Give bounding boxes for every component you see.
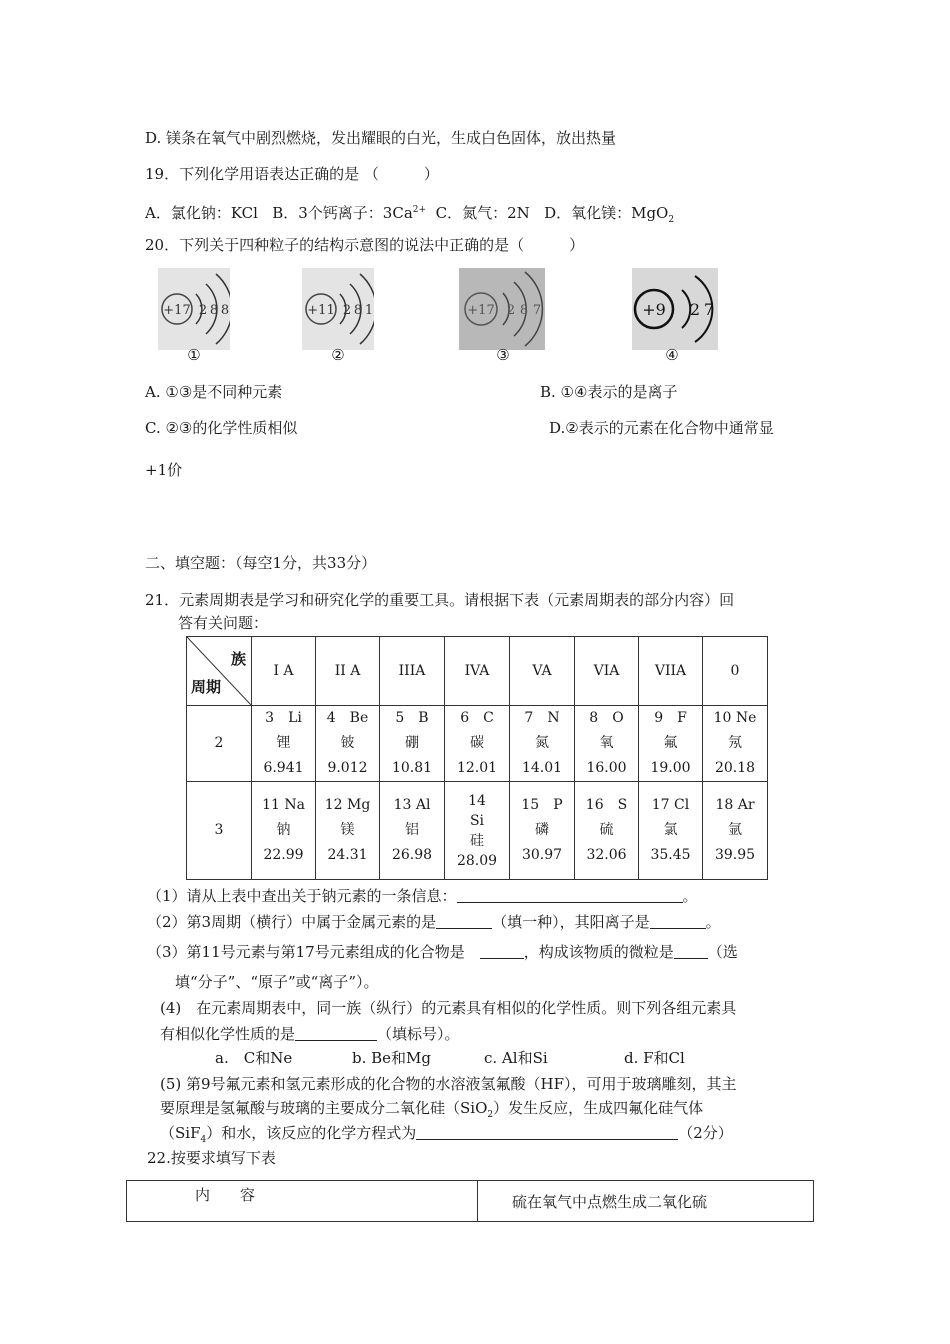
atom-diagram-3 [459,268,545,350]
element-cell: 12 Mg 镁 24.31 [316,782,380,880]
element-cell: 15 P 磷 30.97 [510,782,575,880]
q22-stem: 22.按要求填写下表 [147,1149,276,1167]
q20-stem: 20．下列关于四种粒子的结构示意图的说法中正确的是（ ） [145,236,585,254]
svg-text:+9: +9 [642,300,666,319]
q21-sub1: （1）请从上表中查出关于钠元素的一条信息： 。 [147,887,698,905]
svg-text:7: 7 [703,300,715,319]
element-cell: 18 Ar 氩 39.95 [703,782,768,880]
answer-blank[interactable] [436,914,492,929]
svg-text:8: 8 [353,303,363,318]
svg-text:2: 2 [198,303,208,318]
svg-text:8: 8 [220,303,230,318]
q21-sub4-opt-b: b. Be和Mg [352,1049,431,1067]
q21-sub4-opt-d: d. F和Cl [624,1049,685,1067]
section2-title: 二、填空题：（每空1分，共33分） [145,554,377,572]
q19-option-c: C．氮气：2N [435,204,530,222]
answer-blank[interactable] [295,1026,377,1041]
svg-text:8: 8 [209,303,219,318]
group-header: IVA [445,637,510,706]
svg-text:8: 8 [519,303,529,318]
q20-option-d-cont: +1价 [145,461,183,479]
element-cell: 17 Cl 氯 35.45 [639,782,703,880]
svg-text:2: 2 [506,303,516,318]
group-header: VA [510,637,575,706]
svg-text:+17: +17 [163,303,191,318]
atom-label-1: ① [187,346,201,364]
q20-option-b: B. ①④表示的是离子 [540,383,678,401]
q21-sub3-line2: 填“分子”、“原子”或“离子”）。 [175,973,379,991]
answer-blank[interactable] [416,1125,678,1140]
element-cell: 10 Ne 氖 20.18 [703,706,768,782]
q22-cell-reaction: 硫在氧气中点燃生成二氧化硫 [478,1181,814,1222]
atom-label-4: ④ [665,346,679,364]
q20-option-a: A. ①③是不同种元素 [145,383,283,401]
q21-stem-line1: 21．元素周期表是学习和研究化学的重要工具。请根据下表（元素周期表的部分内容）回 [145,591,735,609]
q20-option-d: D.②表示的元素在化合物中通常显 [549,419,774,437]
element-cell: 6 C 碳 12.01 [445,706,510,782]
svg-text:1: 1 [364,303,374,318]
group-header: IIIA [380,637,445,706]
q19-options [145,200,674,230]
atom-label-3: ③ [496,346,510,364]
element-cell: 13 Al 铝 26.98 [380,782,445,880]
q19-option-b: B．3个钙离子：$3Ca^{2+}$ [272,204,427,222]
atom-diagram-1 [158,268,230,350]
atom-diagram-4 [632,268,718,350]
group-header: 0 [703,637,768,706]
q21-sub5-line1: (5) 第9号氟元素和氢元素形成的化合物的水溶液氢氟酸（HF），可用于玻璃雕刻，其主 [160,1075,737,1093]
group-header: VIIA [639,637,703,706]
q22-table [126,1180,814,1222]
group-header: I A [252,637,316,706]
svg-text:+17: +17 [467,303,495,318]
q21-sub2: （2）第3周期（横行）中属于金属元素的是 （填一种），其阳离子是 。 [147,913,721,931]
q21-sub4-opt-a: a. C和Ne [215,1049,293,1067]
q20-option-c: C. ②③的化学性质相似 [145,419,298,437]
element-cell: 5 B 硼 10.81 [380,706,445,782]
table-corner [187,637,252,706]
period-label: 3 [187,782,252,880]
answer-blank[interactable] [457,888,683,903]
table-row [127,1181,814,1222]
answer-blank[interactable] [650,914,706,929]
svg-text:7: 7 [532,303,542,318]
q21-sub4-line1: (4) 在元素周期表中，同一族（纵行）的元素具有相似的化学性质。则下列各组元素具 [160,999,737,1017]
element-cell: 11 Na 钠 22.99 [252,782,316,880]
table-row [187,782,768,880]
table-row [187,706,768,782]
period-label: 2 [187,706,252,782]
atom-label-2: ② [331,346,345,364]
element-cell: 14 Si 硅 28.09 [445,782,510,880]
q21-stem-line2: 答有关问题： [178,614,269,632]
q21-sub5-line2: 要原理是氢氟酸与玻璃的主要成分二氧化硅（SiO$_2$）发生反应，生成四氟化硅气体 [160,1099,704,1120]
element-cell: 16 S 硫 32.06 [575,782,639,880]
element-cell: 4 Be 铍 9.012 [316,706,380,782]
atom-diagram-2 [302,268,374,350]
q19-option-d: D．氧化镁：MgO$_2$ [544,204,675,225]
q21-sub5-line3: （SiF$_4$）和水，该反应的化学方程式为 （2分） [160,1124,733,1145]
element-cell: 8 O 氧 16.00 [575,706,639,782]
element-cell: 3 Li 锂 6.941 [252,706,316,782]
q21-sub3: （3）第11号元素与第17号元素组成的化合物是 ，构成该物质的微粒是 （选 [147,943,738,961]
group-header: II A [316,637,380,706]
svg-text:2: 2 [342,303,352,318]
svg-text:2: 2 [689,300,701,319]
q21-sub4-line2: 有相似化学性质的是 （填标号）。 [160,1025,460,1043]
corner-group-label: 族 [230,650,246,668]
periodic-table [186,636,768,880]
q21-sub4-opt-c: c. Al和Si [484,1049,548,1067]
element-cell: 7 N 氮 14.01 [510,706,575,782]
answer-blank[interactable] [674,944,708,959]
corner-period-label: 周期 [191,678,222,696]
element-cell: 9 F 氟 19.00 [639,706,703,782]
svg-text:+11: +11 [307,303,335,318]
group-header: VIA [575,637,639,706]
q22-header-content: 内 容 [127,1181,478,1222]
q19-stem: 19．下列化学用语表达正确的是 （ ） [145,165,439,183]
q19-option-a: A．氯化钠：KCl [145,204,258,222]
answer-blank[interactable] [480,944,524,959]
q18-option-d: D. 镁条在氧气中剧烈燃烧，发出耀眼的白光，生成白色固体，放出热量 [145,129,617,147]
